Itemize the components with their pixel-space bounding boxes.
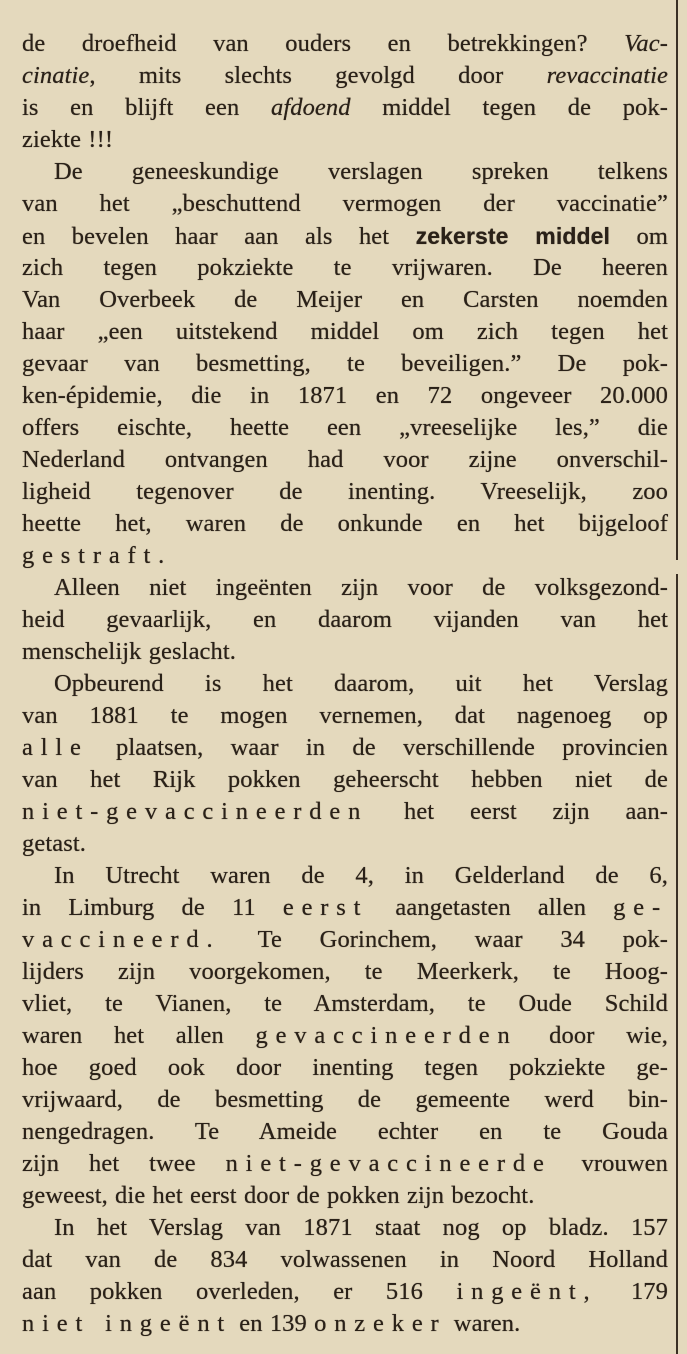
text-line — [22, 1148, 668, 1180]
spaced-text: onzeker — [314, 1310, 447, 1337]
text-segment: De geneeskundige verslagen spreken telkens — [54, 158, 668, 185]
text-line — [22, 700, 668, 732]
text-segment: Opbeurend is het daarom, uit het Verslag — [54, 670, 668, 697]
text-segment: Alleen niet ingeënten zijn voor de volksgezond- — [54, 574, 668, 601]
text-segment: , mits slechts gevolgd door — [89, 62, 547, 89]
text-line — [22, 92, 668, 124]
text-segment: vrijwaard, de besmetting de gemeente werd bin- — [22, 1086, 668, 1113]
spaced-text: gevaccineerden — [255, 1022, 518, 1049]
text-segment: is en blijft een — [22, 94, 271, 121]
text-segment: van het „beschuttend vermogen der vaccinatie” — [22, 190, 668, 217]
column-rule-bottom — [676, 574, 678, 1354]
text-line — [22, 1276, 668, 1308]
text-line — [22, 892, 668, 924]
text-line — [22, 1020, 668, 1052]
text-line — [22, 668, 668, 700]
spaced-text: ge- — [613, 894, 668, 921]
text-line — [22, 764, 668, 796]
text-line — [22, 924, 668, 956]
text-segment: middel tegen de pok- — [350, 94, 668, 121]
text-line — [22, 380, 668, 412]
text-segment: nengedragen. Te Ameide echter en te Gouda — [22, 1118, 668, 1145]
text-segment: dat van de 834 volwassenen in Noord Holland — [22, 1246, 668, 1273]
text-line — [22, 828, 668, 860]
text-line — [22, 732, 668, 764]
text-line — [22, 284, 668, 316]
text-line — [22, 60, 668, 92]
text-line — [22, 956, 668, 988]
text-line — [22, 860, 668, 892]
text-segment: ken-épidemie, die in 1871 en 72 ongeveer 20.000 — [22, 382, 668, 409]
spaced-text: niet-gevaccineerde — [225, 1150, 552, 1177]
text-segment: de droefheid van ouders en betrekkingen? — [22, 30, 625, 57]
text-segment: aangetasten allen — [368, 894, 614, 921]
text-line — [22, 1116, 668, 1148]
text-segment: in Limburg de 11 — [22, 894, 283, 921]
text-segment: zijn het twee — [22, 1150, 226, 1177]
article-column — [22, 28, 668, 1340]
text-segment: getast. — [22, 830, 86, 857]
text-segment: ligheid tegenover de inenting. Vreeselijk, zoo — [22, 478, 668, 505]
text-line — [22, 636, 668, 668]
text-segment: geweest, die het eerst door de pokken zijn bezocht. — [22, 1182, 535, 1209]
spaced-text: niet ingeënt — [22, 1310, 233, 1337]
text-segment: vliet, te Vianen, te Amsterdam, te Oude Schild — [22, 990, 668, 1017]
text-segment: haar „een uitstekend middel om zich tegen het — [22, 318, 668, 345]
text-line — [22, 220, 668, 252]
text-segment: door wie, — [517, 1022, 668, 1049]
text-line — [22, 988, 668, 1020]
text-line — [22, 796, 668, 828]
text-line — [22, 316, 668, 348]
spaced-text: alle — [22, 734, 89, 761]
text-line — [22, 604, 668, 636]
spaced-text: niet-gevaccineerden — [22, 798, 369, 825]
italic-text: cinatie — [22, 62, 90, 89]
text-line — [22, 1244, 668, 1276]
text-segment: en 139 — [232, 1310, 315, 1337]
text-segment: om — [610, 223, 668, 250]
text-segment: offers eischte, heette een „vreeselijke les,” die — [22, 414, 668, 441]
text-segment: waren het allen — [22, 1022, 256, 1049]
text-segment: Te Gorinchem, waar 34 pok- — [220, 926, 668, 953]
spaced-text: gestraft. — [22, 542, 173, 569]
text-segment: 179 — [597, 1278, 668, 1305]
text-line — [22, 476, 668, 508]
text-segment: In Utrecht waren de 4, in Gelderland de 6, — [54, 862, 668, 889]
text-line — [22, 124, 668, 156]
text-segment: Van Overbeek de Meijer en Carsten noemden — [22, 286, 668, 313]
text-segment: In het Verslag van 1871 staat nog op bladz. 157 — [54, 1214, 668, 1241]
text-segment: heette het, waren de onkunde en het bijgeloof — [22, 510, 668, 537]
text-segment: vrouwen — [551, 1150, 668, 1177]
text-segment: waren. — [446, 1310, 521, 1337]
italic-text: afdoend — [270, 94, 351, 121]
text-segment: hoe goed ook door inenting tegen pokziekte ge- — [22, 1054, 668, 1081]
column-rule-top — [676, 0, 678, 560]
italic-text: Vac- — [624, 30, 668, 57]
text-segment: Nederland ontvangen had voor zijne onverschil- — [22, 446, 668, 473]
text-line — [22, 1084, 668, 1116]
text-segment: menschelijk geslacht. — [22, 638, 237, 665]
text-line — [22, 1052, 668, 1084]
text-segment: heid gevaarlijk, en daarom vijanden van het — [22, 606, 668, 633]
text-line — [22, 1212, 668, 1244]
text-line — [22, 412, 668, 444]
text-line — [22, 156, 668, 188]
text-segment: zich tegen pokziekte te vrijwaren. De heeren — [22, 254, 668, 281]
bold-text: zekerste middel — [415, 223, 611, 249]
text-segment: ziekte !!! — [22, 126, 114, 153]
text-line — [22, 348, 668, 380]
text-line — [22, 188, 668, 220]
text-segment: aan pokken overleden, er 516 — [22, 1278, 457, 1305]
text-segment: van 1881 te mogen vernemen, dat nagenoeg op — [22, 702, 668, 729]
text-line — [22, 1180, 668, 1212]
text-line — [22, 572, 668, 604]
spaced-text: ingeënt, — [456, 1278, 598, 1305]
text-line — [22, 508, 668, 540]
text-segment: plaatsen, waar in de verschillende provincien — [88, 734, 668, 761]
text-line — [22, 444, 668, 476]
text-segment: en bevelen haar aan als het — [22, 223, 416, 250]
text-line — [22, 28, 668, 60]
text-line — [22, 1308, 668, 1340]
text-segment: lijders zijn voorgekomen, te Meerkerk, te Hoog- — [22, 958, 668, 985]
spaced-text: vaccineerd. — [22, 926, 221, 953]
spaced-text: eerst — [282, 894, 369, 921]
text-segment: het eerst zijn aan- — [368, 798, 668, 825]
text-segment: van het Rijk pokken geheerscht hebben niet de — [22, 766, 668, 793]
text-segment: gevaar van besmetting, te beveiligen.” De pok- — [22, 350, 668, 377]
text-line — [22, 540, 668, 572]
text-line — [22, 252, 668, 284]
italic-text: revaccinatie — [546, 62, 668, 89]
